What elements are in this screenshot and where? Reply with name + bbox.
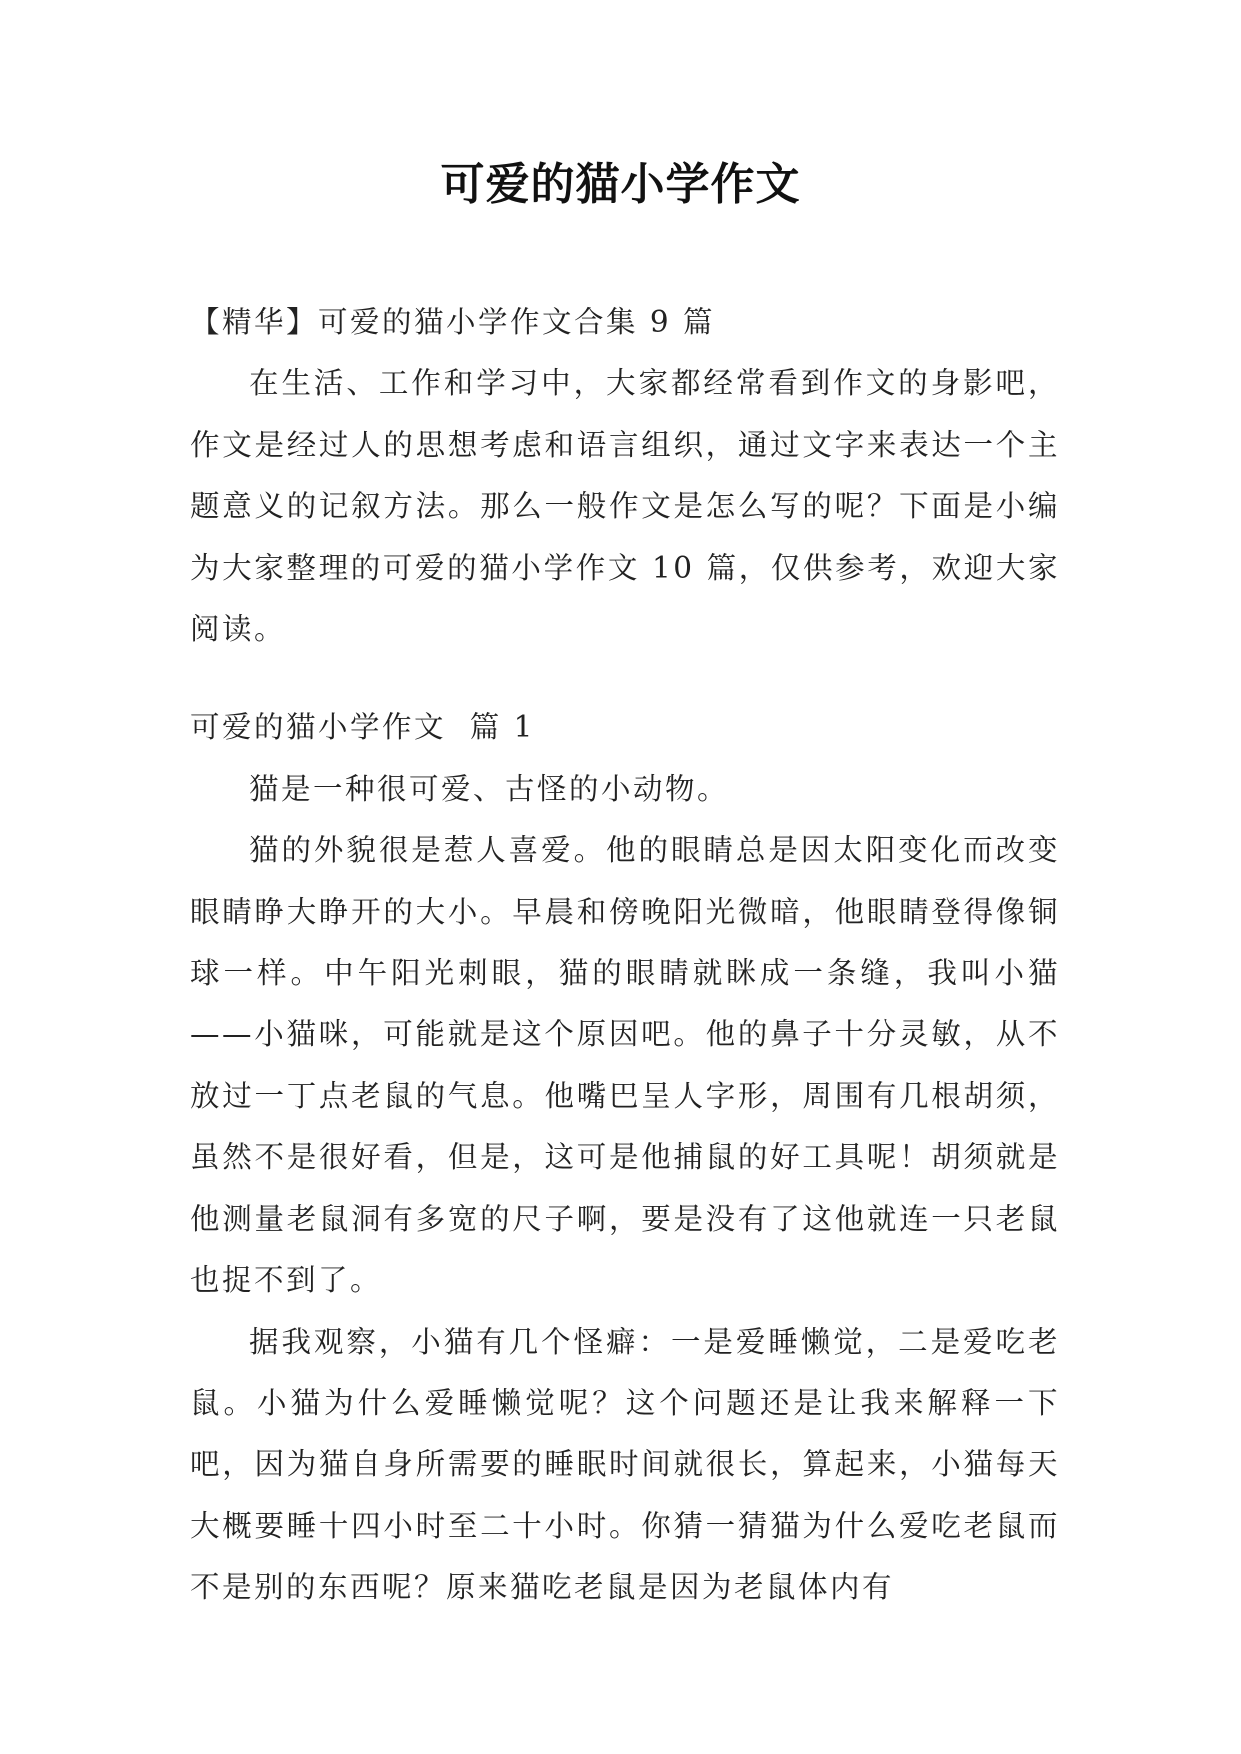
section-spacer <box>190 660 1060 697</box>
document-title: 可爱的猫小学作文 <box>440 159 801 210</box>
document-body <box>190 292 1060 1619</box>
paragraph: 猫是一种很可爱、古怪的小动物。 <box>249 771 730 806</box>
paragraph: 据我观察，小猫有几个怪癖：一是爱睡懒觉，二是爱吃老鼠。小猫为什么爱睡懒觉呢？这个问题还是让我来解释一下吧，因为猫自身所需要的睡眠时间就很长，算起来，小猫每天大概要睡十四小时至二十小时。你猜一猜猫为什么爱吃老鼠而不是别的东西呢？原来猫吃老鼠是因为老鼠体内有 <box>190 1324 1060 1605</box>
paragraph: 猫的外貌很是惹人喜爱。他的眼睛总是因太阳变化而改变眼睛睁大睁开的大小。早晨和傍晚阳光微暗，他眼睛登得像铜球一样。中午阳光刺眼，猫的眼睛就眯成一条缝，我叫小猫——小猫咪，可能就是这个原因吧。他的鼻子十分灵敏，从不放过一丁点老鼠的气息。他嘴巴呈人字形，周围有几根胡须，虽然不是很好看，但是，这可是他捕鼠的好工具呢！胡须就是他测量老鼠洞有多宽的尺子啊，要是没有了这他就连一只老鼠也捉不到了。 <box>190 833 1060 1298</box>
intro-paragraph: 在生活、工作和学习中，大家都经常看到作文的身影吧，作文是经过人的思想考虑和语言组织，通过文字来表达一个主题意义的记叙方法。那么一般作文是怎么写的呢？下面是小编为大家整理的可爱的猫小学作文 10 篇，仅供参考，欢迎大家阅读。 <box>190 366 1060 647</box>
collection-heading: 【精华】可爱的猫小学作文合集 9 篇 <box>190 305 716 339</box>
section-heading: 可爱的猫小学作文 篇 1 <box>190 710 535 745</box>
